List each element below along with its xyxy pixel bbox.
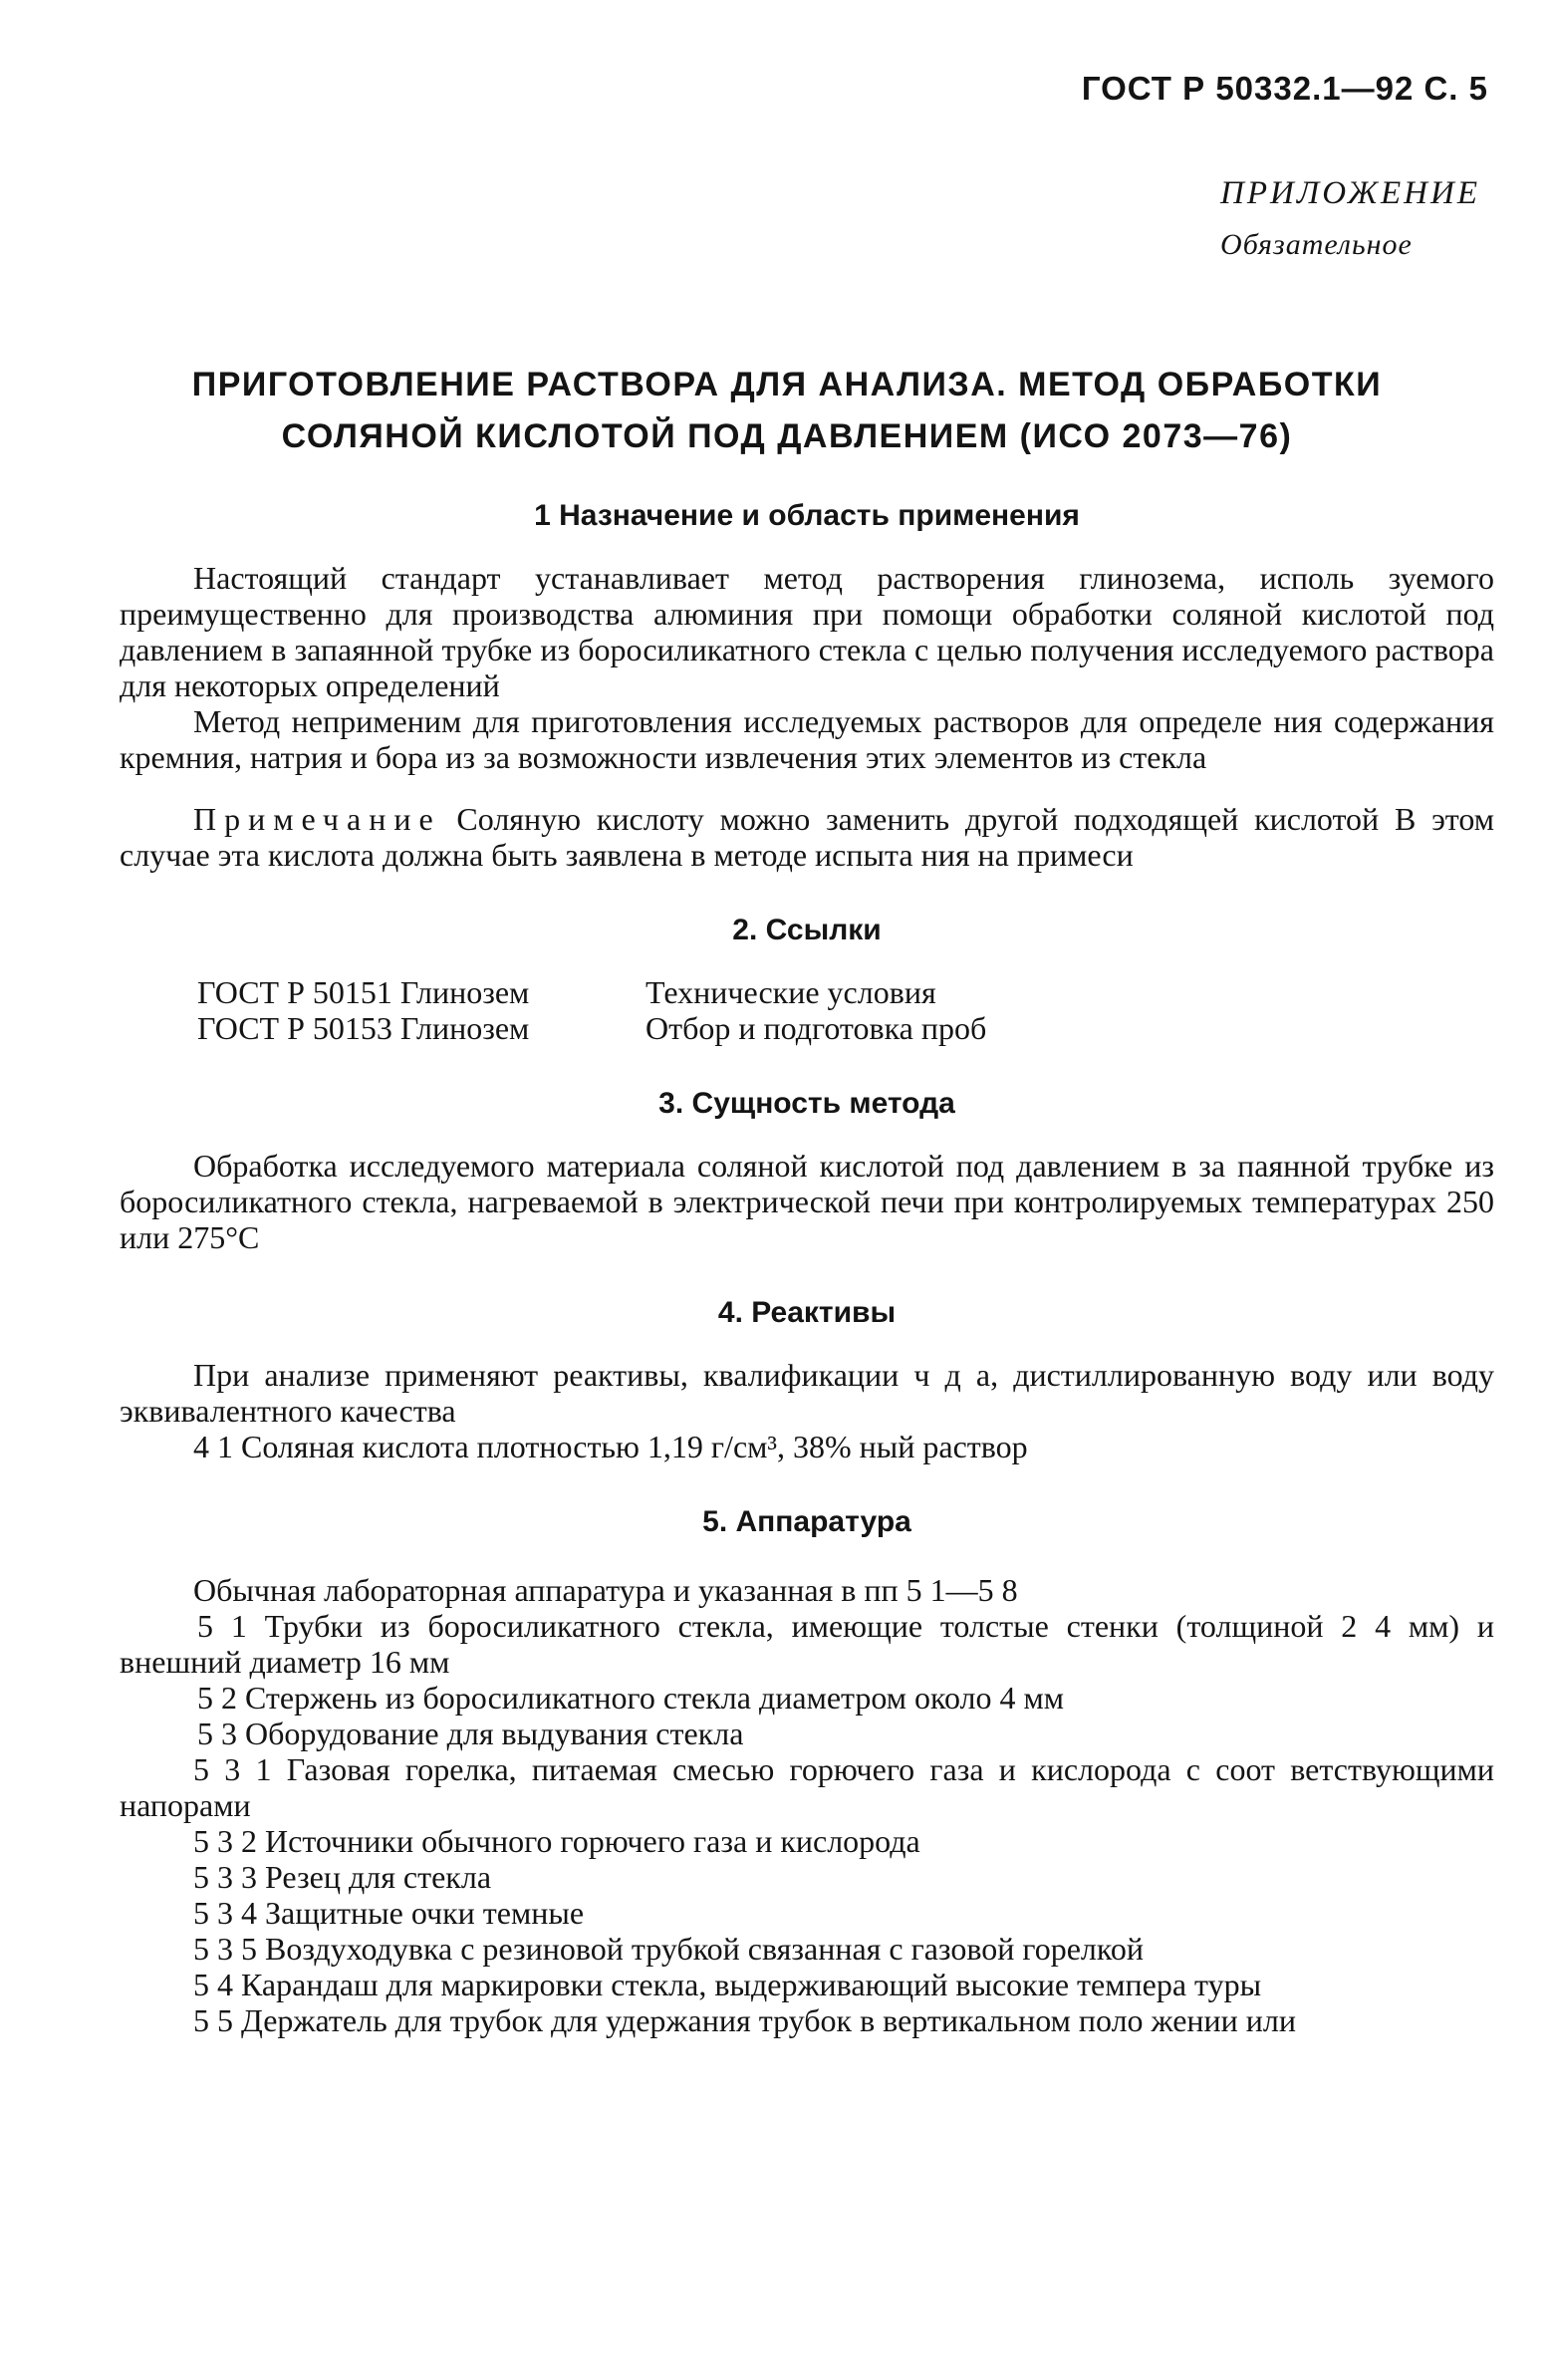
- apparatus-item: 5 3 1 Газовая горелка, питаемая смесью горючего газа и кислорода с соот ветствующими напорами: [120, 1751, 1494, 1823]
- section-1-paragraph-1: Настоящий стандарт устанавливает метод растворения глинозема, исполь зуемого преимущественно для производства алюминия при помощи обработки соляной кислотой под давлением в запаянной трубке из боросиликатного стекла с целью получения исследуемого раствора для некоторых определений: [120, 560, 1494, 703]
- section-2-heading: 2. Ссылки: [732, 914, 882, 946]
- apparatus-item: 5 5 Держатель для трубок для удержания трубок в вертикальном поло жении или: [193, 2002, 1297, 2038]
- reference-item: [197, 974, 1494, 1010]
- note-text: Соляную кислоту можно заменить другой подходящей кислотой В этом случае эта кислота должна быть заявлена в методе испыта ния на примеси: [120, 801, 1494, 873]
- apparatus-item: 5 3 2 Источники обычного горючего газа и кислорода: [193, 1823, 920, 1859]
- title-line-2: СОЛЯНОЙ КИСЛОТОЙ ПОД ДАВЛЕНИЕМ (ИСО 2073—76): [281, 417, 1293, 455]
- section-4-paragraph-1: При анализе применяют реактивы, квалификации ч д а, дистиллированную воду или воду эквивалентного качества: [120, 1357, 1494, 1429]
- reference-title: Технические условия: [646, 974, 936, 1010]
- reference-code: ГОСТ Р 50151 Глинозем: [197, 974, 530, 1010]
- section-5-intro: Обычная лабораторная аппаратура и указанная в пп 5 1—5 8: [193, 1572, 1018, 1608]
- section-4-paragraph-2: 4 1 Соляная кислота плотностью 1,19 г/см³, 38% ный раствор: [193, 1429, 1028, 1464]
- section-3-heading: 3. Сущность метода: [658, 1087, 955, 1120]
- reference-item: [197, 1010, 1494, 1046]
- document-body: [120, 498, 1494, 2038]
- apparatus-item: 5 2 Стержень из боросиликатного стекла диаметром около 4 мм: [197, 1680, 1065, 1716]
- title-line-1: ПРИГОТОВЛЕНИЕ РАСТВОРА ДЛЯ АНАЛИЗА. МЕТОД ОБРАБОТКИ: [191, 366, 1383, 403]
- document-title: [120, 359, 1454, 462]
- apparatus-item: 5 3 5 Воздуходувка с резиновой трубкой связанная с газовой горелкой: [193, 1931, 1144, 1967]
- references-list: [120, 974, 1494, 1046]
- section-5-heading: 5. Аппаратура: [702, 1505, 911, 1538]
- section-3-paragraph: Обработка исследуемого материала соляной кислотой под давлением в за паянной трубке из боросиликатного стекла, нагреваемой в электрической печи при контролируемых температурах 250 или 275°С: [120, 1148, 1494, 1255]
- section-1-note: [120, 801, 1494, 873]
- reference-code: ГОСТ Р 50153 Глинозем: [197, 1010, 530, 1046]
- section-1-heading: 1 Назначение и область применения: [534, 499, 1080, 532]
- apparatus-item: 5 3 4 Защитные очки темные: [193, 1895, 585, 1931]
- appendix-label: ПРИЛОЖЕНИЕ: [1220, 175, 1480, 211]
- appendix-block: [1220, 167, 1480, 271]
- apparatus-item: 5 4 Карандаш для маркировки стекла, выдерживающий высокие темпера туры: [193, 1967, 1262, 2002]
- reference-title: Отбор и подготовка проб: [646, 1010, 987, 1046]
- apparatus-item: 5 3 3 Резец для стекла: [193, 1859, 492, 1895]
- note-label: Примечание: [193, 801, 441, 837]
- appendix-status: Обязательное: [1220, 228, 1413, 261]
- apparatus-item: 5 3 Оборудование для выдувания стекла: [197, 1716, 744, 1751]
- section-4-heading: 4. Реактивы: [717, 1296, 897, 1329]
- apparatus-item: 5 1 Трубки из боросиликатного стекла, имеющие толстые стенки (толщиной 2 4 мм) и внешний диаметр 16 мм: [120, 1608, 1494, 1680]
- section-1-paragraph-2: Метод неприменим для приготовления исследуемых растворов для определе ния содержания кремния, натрия и бора из за возможности извлечения этих элементов из стекла: [120, 703, 1494, 775]
- running-header: ГОСТ Р 50332.1—92 С. 5: [1081, 70, 1488, 107]
